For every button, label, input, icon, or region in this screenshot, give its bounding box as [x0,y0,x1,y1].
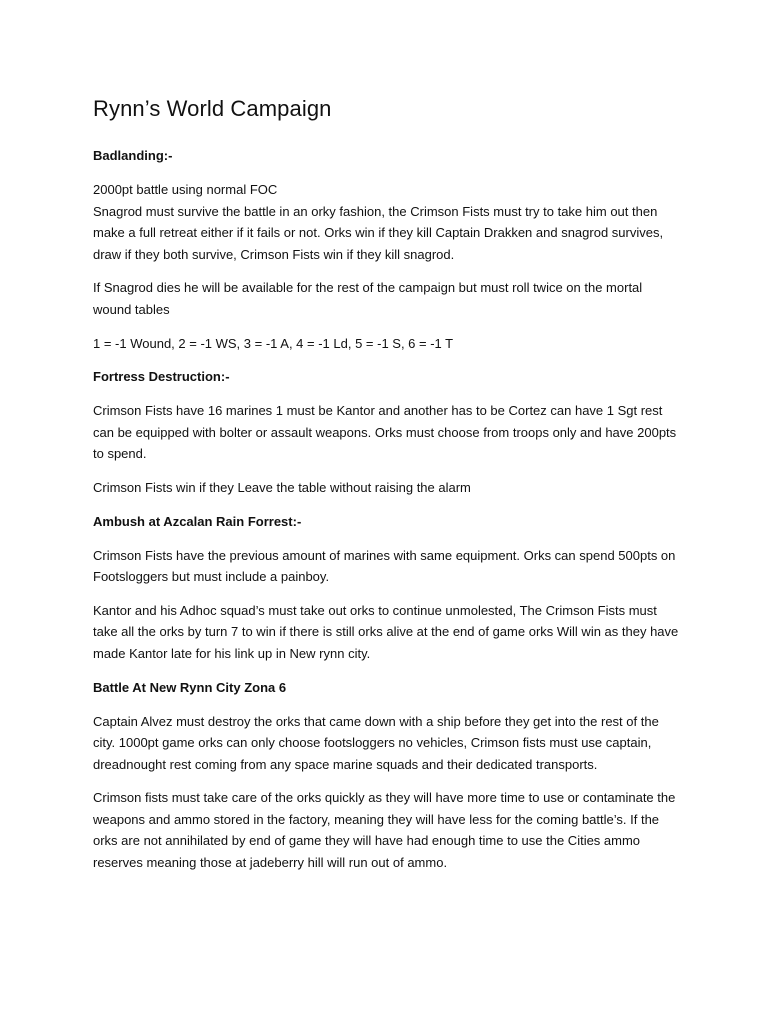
section-paragraph: Crimson Fists have the previous amount of marines with same equipment. Orks can spend 500pts on Footsloggers but must include a painboy. [93,547,676,585]
section-paragraph: Captain Alvez must destroy the orks that came down with a ship before they get into the rest of the city. 1000pt game orks can only choose footsloggers no vehicles, Crimson fists must use captain, dreadnought rest coming from any space marine squads and their dedicated transports. [93,713,659,772]
section-paragraph: If Snagrod dies he will be available for the rest of the campaign but must roll twice on the mortal wound tables [93,280,643,317]
section-heading-badlanding: Badlanding:- [93,148,173,163]
section-heading-fortress-destruction: Fortress Destruction:- [93,369,230,385]
document-title: Rynn’s World Campaign [93,96,332,121]
mortal-wound-table: 1 = -1 Wound, 2 = -1 WS, 3 = -1 A, 4 = -1 Ld, 5 = -1 S, 6 = -1 T [93,335,454,351]
section-paragraph: Kantor and his Adhoc squad’s must take out orks to continue unmolested, The Crimson Fists must take all the orks by turn 7 to win if there is still orks alive at the end of game orks Will win as they have made Kantor late for his link up in New rynn city. [93,602,679,661]
document-page [93,94,683,886]
section-paragraph: Crimson Fists win if they Leave the table without raising the alarm [93,479,471,495]
section-paragraph: Crimson Fists have 16 marines 1 must be Kantor and another has to be Cortez can have 1 Sgt rest can be equipped with bolter or assault weapons. Orks must choose from troops only and have 200pts to spend. [93,403,677,462]
section-paragraph: Snagrod must survive the battle in an orky fashion, the Crimson Fists must try to take him out then make a full retreat either if it fails or not. Orks win if they kill Captain Drakken and snagrod survives, draw if they both survive, Crimson Fists win if they kill snagrod. [93,203,664,262]
section-paragraph: 2000pt battle using normal FOC [93,182,278,197]
section-paragraph: Crimson fists must take care of the orks quickly as they will have more time to use or contaminate the weapons and ammo stored in the factory, meaning they will have less for the coming battle’s. If the orks are not annihilated by end of game they will have had enough time to use the Cities ammo reserves meaning those at jadeberry hill will run out of ammo. [93,790,676,871]
section-heading-new-rynn-city: Battle At New Rynn City Zona 6 [93,679,287,695]
section-heading-ambush: Ambush at Azcalan Rain Forrest:- [93,513,302,529]
